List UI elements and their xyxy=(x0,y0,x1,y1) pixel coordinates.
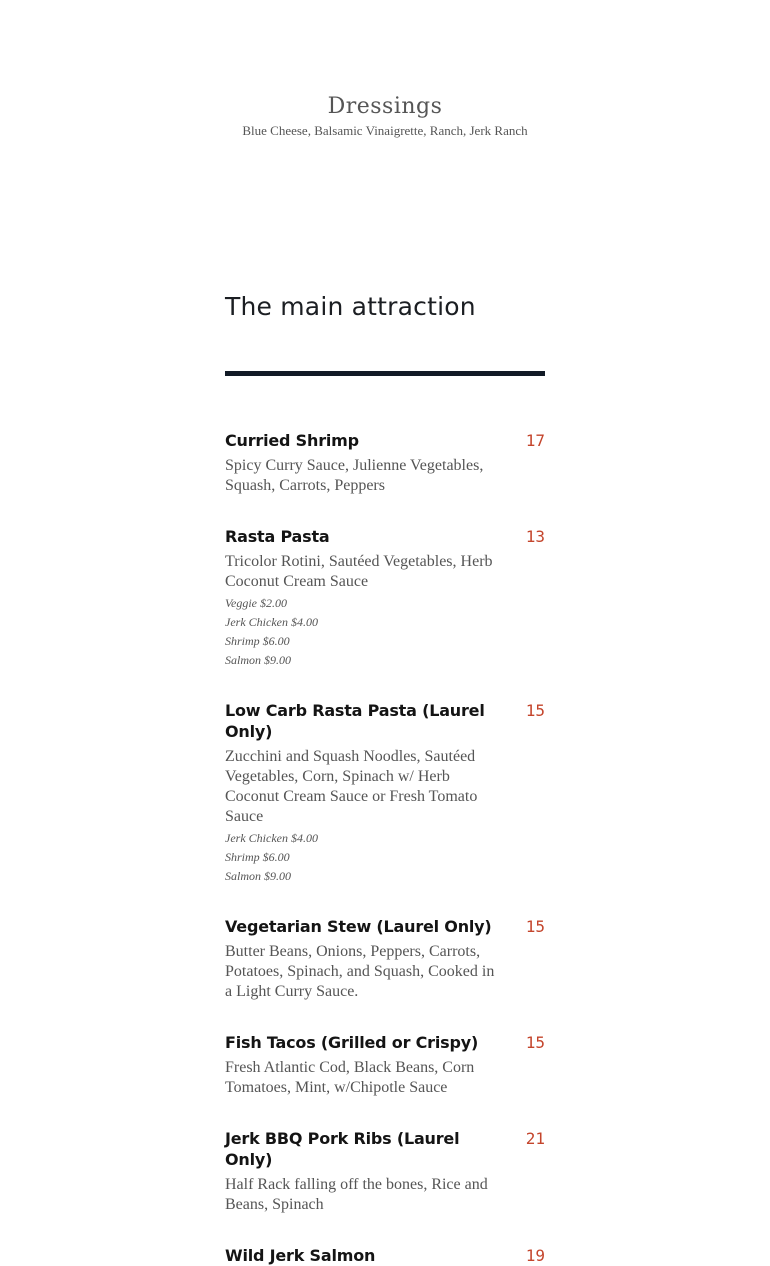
item-addons xyxy=(225,829,545,886)
menu-item xyxy=(225,1032,545,1098)
section-title: The main attraction xyxy=(225,292,476,321)
menu-item xyxy=(225,1128,545,1215)
menu-item xyxy=(225,916,545,1002)
addon-option: Shrimp $6.00 xyxy=(225,634,290,648)
addon-option: Salmon $9.00 xyxy=(225,653,291,667)
addon-option: Salmon $9.00 xyxy=(225,869,291,883)
item-description: Fresh Atlantic Cod, Black Beans, Corn Tomatoes, Mint, w/Chipotle Sauce xyxy=(225,1059,475,1096)
item-description: Tricolor Rotini, Sautéed Vegetables, Herb Coconut Cream Sauce xyxy=(225,553,493,590)
dressings-list: Blue Cheese, Balsamic Vinaigrette, Ranch, Jerk Ranch xyxy=(242,123,528,138)
addon-option: Shrimp $6.00 xyxy=(225,850,290,864)
item-name: Fish Tacos (Grilled or Crispy) xyxy=(225,1033,479,1052)
item-price: 17 xyxy=(525,431,545,450)
menu-item xyxy=(225,1245,545,1266)
item-price: 19 xyxy=(525,1246,545,1265)
section-divider xyxy=(225,371,545,376)
item-name: Wild Jerk Salmon xyxy=(225,1246,376,1265)
menu-item xyxy=(225,700,545,886)
dressings-title: Dressings xyxy=(327,94,443,119)
item-name: Low Carb Rasta Pasta (Laurel Only) xyxy=(225,701,485,741)
item-price: 15 xyxy=(525,1033,545,1052)
item-description: Half Rack falling off the bones, Rice and Beans, Spinach xyxy=(225,1176,488,1213)
item-description: Butter Beans, Onions, Peppers, Carrots, Potatoes, Spinach, and Squash, Cooked in a Light Curry Sauce. xyxy=(225,943,495,1000)
item-description: Zucchini and Squash Noodles, Sautéed Vegetables, Corn, Spinach w/ Herb Coconut Cream Sauce or Fresh Tomato Sauce xyxy=(225,748,478,825)
item-name: Rasta Pasta xyxy=(225,527,330,546)
dressings-block xyxy=(0,92,770,140)
item-price: 15 xyxy=(525,701,545,720)
item-name: Curried Shrimp xyxy=(225,431,359,450)
item-name: Jerk BBQ Pork Ribs (Laurel Only) xyxy=(225,1129,460,1169)
menu-items xyxy=(225,430,545,1266)
item-price: 21 xyxy=(525,1129,545,1148)
addon-option: Jerk Chicken $4.00 xyxy=(225,615,318,629)
item-name: Vegetarian Stew (Laurel Only) xyxy=(225,917,492,936)
addon-option: Jerk Chicken $4.00 xyxy=(225,831,318,845)
item-price: 13 xyxy=(525,527,545,546)
item-addons xyxy=(225,594,545,670)
item-price: 15 xyxy=(525,917,545,936)
item-description: Spicy Curry Sauce, Julienne Vegetables, Squash, Carrots, Peppers xyxy=(225,457,484,494)
menu-item xyxy=(225,526,545,670)
addon-option: Veggie $2.00 xyxy=(225,596,287,610)
menu-item xyxy=(225,430,545,496)
